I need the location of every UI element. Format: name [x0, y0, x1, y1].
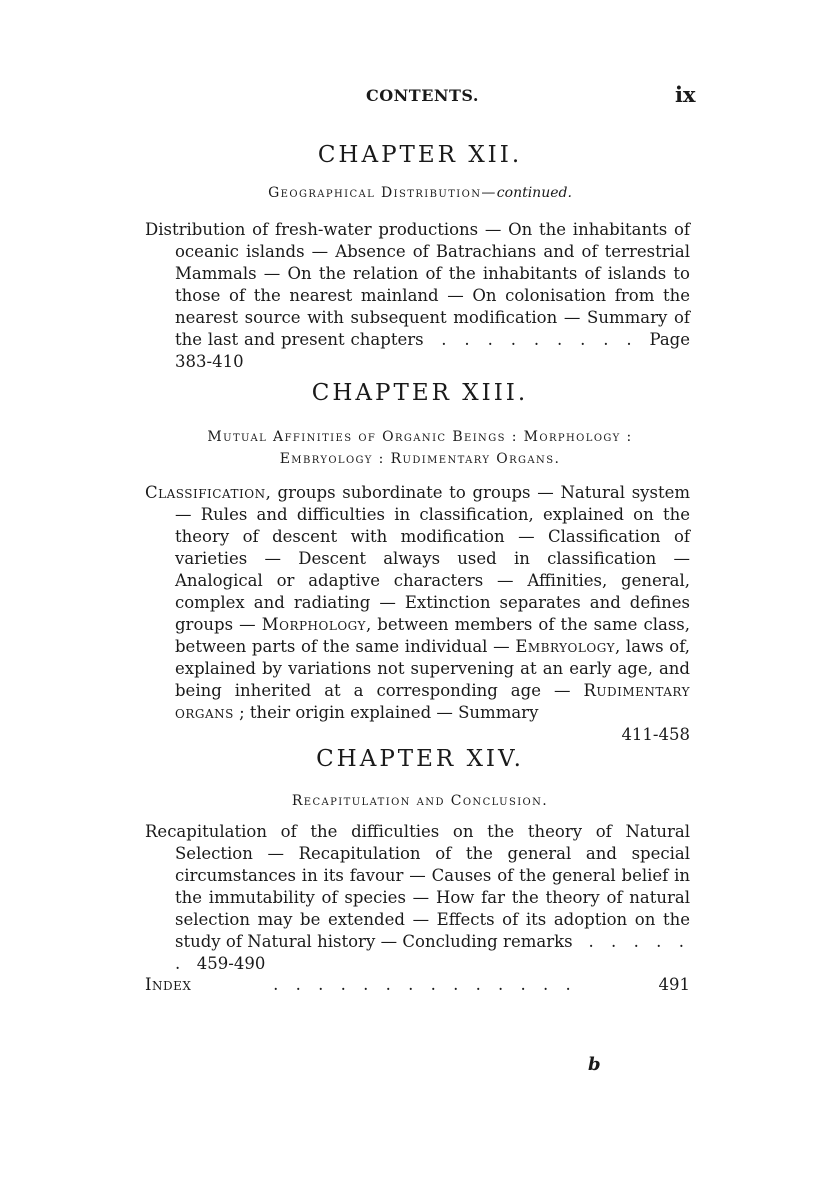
chapter-12-title: CHAPTER XII.	[317, 142, 523, 168]
running-head	[0, 82, 840, 110]
chapter-14-title: CHAPTER XIV.	[316, 746, 524, 772]
leader-dots: . . . . . .	[175, 932, 690, 973]
index-entry	[145, 974, 690, 996]
chapter-14-page-ref: 459-490	[196, 954, 266, 973]
chapter-13-page-ref: 411-458	[621, 725, 690, 744]
chapter-13-subtitle-line1: Mutual Affinities of Organic Beings : Morphology :	[207, 429, 633, 445]
chapter-13-text-1: , groups subordinate to groups — Natural system — Rules and difficulties in classification, explained on the theory of descent with modification — Classification of varieties — Descent always used in classification — Analogical or adaptive characters — Affinities, general, complex and radiating — Extinction separates and defines groups —	[175, 483, 690, 634]
chapter-12-subtitle	[0, 182, 840, 204]
chapter-14-text: Recapitulation of the difficulties on the theory of Natural Selection — Recapitulation of the general and special circumstances in its favour — Causes of the general belief in the immutability of species — How far the theory of natural selection may be extended — Effects of its adoption on the study of Natural history — Concluding remarks	[145, 822, 690, 951]
morphology-term: Morphology	[261, 615, 366, 634]
chapter-13-summary	[145, 482, 690, 746]
chapter-13-text-4: ; their origin explained — Summary	[233, 703, 539, 722]
chapter-13-text-3: , laws of, explained by variations not supervening at an early age, and being inherited at a corresponding age —	[175, 637, 691, 700]
chapter-12-subtitle-main: Geographical Distribution—	[268, 185, 497, 201]
chapter-12-text: Distribution of fresh-water productions — On the inhabitants of oceanic islands — Absence of Batrachians and of terrestrial Mammals — On the relation of the inhabitants of islands to those of the nearest mainland — On colonisation from the nearest source with subsequent modification — Summary of the last and present chapters	[145, 220, 690, 349]
index-page-ref: 491	[658, 975, 690, 994]
chapter-14-subtitle: Recapitulation and Conclusion.	[291, 793, 549, 809]
chapter-13-text-2: , between members of the same class, between parts of the same individual —	[175, 615, 690, 656]
rudimentary-organs-term: Rudimentary organs	[175, 681, 690, 722]
signature-mark: b	[588, 1054, 601, 1075]
embryology-term: Embryology	[515, 637, 615, 656]
chapter-12-summary	[145, 219, 690, 373]
chapter-13-subtitle-line2: Embryology : Rudimentary Organs.	[279, 451, 561, 467]
chapter-13-title: CHAPTER XIII.	[311, 380, 529, 406]
chapter-13-subtitle	[0, 426, 840, 470]
index-label: Index	[145, 975, 192, 994]
chapter-12-page-ref: Page 383-410	[175, 330, 690, 371]
page-number: ix	[675, 82, 696, 107]
chapter-14-summary	[145, 821, 690, 975]
chapter-12-subtitle-continued: continued.	[496, 185, 572, 201]
leader-dots: . . . . . . . . . . . . . .	[273, 975, 577, 994]
classification-term: Classification	[145, 483, 266, 502]
leader-dots: . . . . . . . . .	[441, 330, 638, 349]
running-title: CONTENTS.	[366, 86, 479, 105]
